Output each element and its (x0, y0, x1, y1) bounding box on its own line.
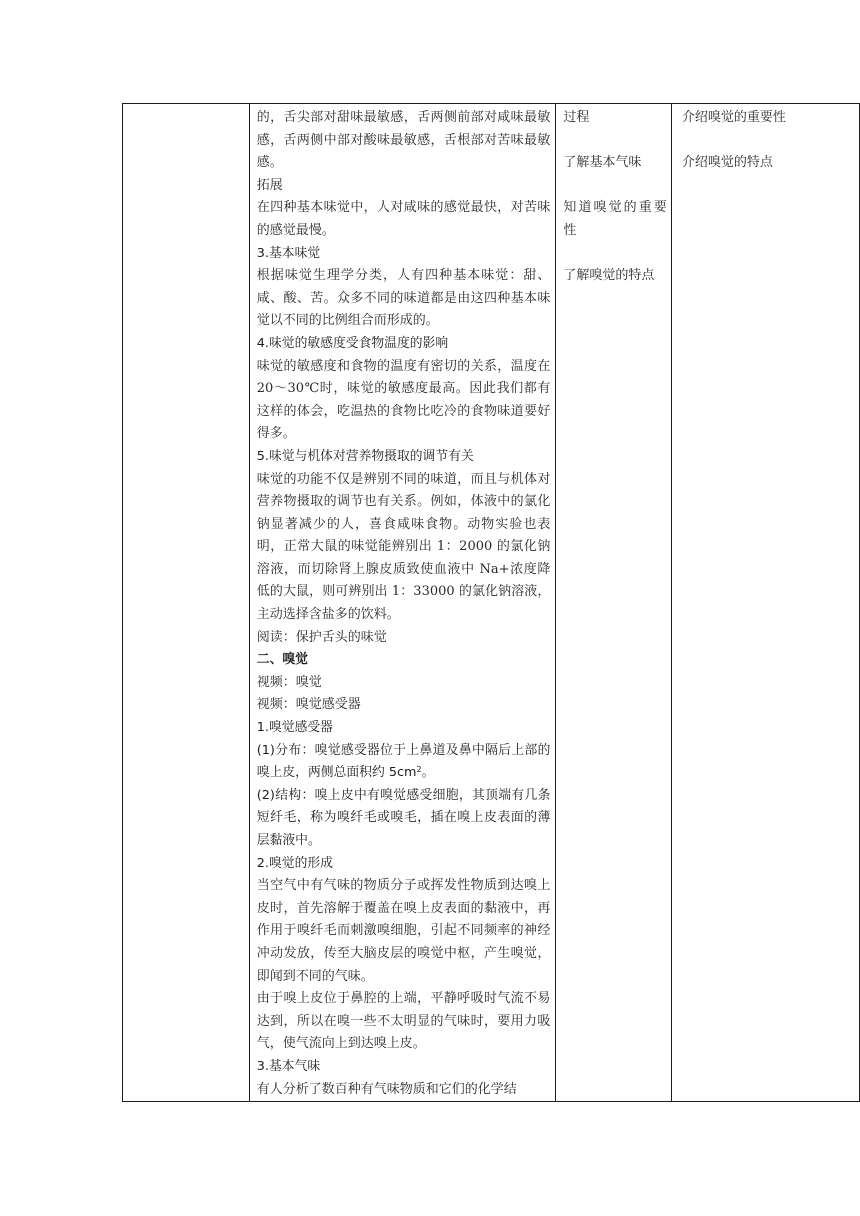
intent-smell-traits: 介绍嗅觉的特点 (681, 155, 773, 171)
nutrition-paragraph: 味觉的功能不仅是辨别不同的味道，而且与机体对营养物摄取的调节也有关系。例如，体液中的氯化钠显著减少的人，喜食咸味食物。动物实验也表明，正常大鼠的味觉能辨别出 1：2000 的氯化钠溶液，而切除肾上腺皮质致使血液中 Na+浓度降低的大鼠，则可辨别出 1：33000 的氯化钠溶液，主动选择含盐多的饮料。 (256, 471, 551, 623)
heading-smell-formation: 2.嗅觉的形成 (256, 855, 333, 871)
objective-basic-odor: 了解基本气味 (563, 155, 642, 171)
objective-smell-importance: 知道嗅觉的重要性 (563, 200, 667, 238)
temperature-paragraph: 味觉的敏感度和食物的温度有密切的关系，温度在 20～30℃时，味觉的敏感度最高。因此我们都有这样的体会，吃温热的食物比吃冷的食物味道要好得多。 (256, 358, 551, 442)
objective-smell-traits: 了解嗅觉的特点 (563, 268, 655, 284)
basic-taste-paragraph: 根据味觉生理学分类，人有四种基本味觉：甜、咸、酸、苦。众多不同的味道都是由这四种基本味觉以不同的比例组合而形成的。 (256, 268, 551, 329)
content-column-cell (249, 104, 556, 1102)
superscript-two: 2 (416, 765, 422, 775)
smell-formation-paragraph: 当空气中有气味的物质分子或挥发性物质到达嗅上皮时，首先溶解于覆盖在嗅上皮表面的黏液中，再作用于嗅纤毛而刺激嗅细胞，引起不同频率的神经冲动发放，传至大脑皮层的嗅觉中枢，产生嗅觉，即闻到不同的气味。 (256, 878, 551, 984)
stage-column-cell (123, 104, 250, 1102)
taste-sensitivity-paragraph: 的，舌尖部对甜味最敏感，舌两侧前部对咸味最敏感，舌两侧中部对酸味最敏感，舌根部对苦味最敏感。 (256, 110, 551, 171)
heading-smell-receptor: 1.嗅觉感受器 (256, 720, 333, 736)
receptor-structure: (2)结构：嗅上皮中有嗅觉感受细胞，其顶端有几条短纤毛，称为嗅纤毛或嗅毛，插在嗅上皮表面的薄层黏液中。 (256, 787, 551, 848)
expand-label: 拓展 (256, 177, 283, 193)
receptor-distribution-end: 。 (421, 765, 435, 781)
lesson-plan-table (122, 103, 860, 1102)
objective-process: 过程 (563, 110, 590, 125)
heading-basic-odor: 3.基本气味 (256, 1058, 321, 1074)
table-row (123, 104, 860, 1102)
heading-nutrition: 5.味觉与机体对营养物摄取的调节有关 (256, 448, 474, 464)
receptor-distribution-text: (1)分布：嗅觉感受器位于上鼻道及鼻中隔后上部的嗅上皮，两侧总面积约 5cm (256, 742, 551, 781)
intent-smell-importance: 介绍嗅觉的重要性 (681, 110, 786, 125)
section-smell-heading: 二、嗅觉 (256, 652, 308, 668)
objective-column-cell (556, 104, 671, 1102)
receptor-distribution (257, 740, 551, 785)
video-smell-receptor: 视频：嗅觉感受器 (256, 697, 361, 713)
heading-temperature: 4.味觉的敏感度受食物温度的影响 (256, 335, 449, 351)
video-smell: 视频：嗅觉 (256, 674, 322, 690)
breathing-paragraph: 由于嗅上皮位于鼻腔的上端，平静呼吸时气流不易达到，所以在嗅一些不太明显的气味时，要用力吸气，使气流向上到达嗅上皮。 (256, 991, 551, 1052)
basic-odor-paragraph: 有人分析了数百种有气味物质和它们的化学结 (256, 1081, 517, 1097)
expand-paragraph: 在四种基本味觉中，人对咸味的感觉最快，对苦味的感觉最慢。 (256, 200, 551, 238)
intent-column-cell (671, 104, 859, 1102)
reading-note: 阅读：保护舌头的味觉 (256, 629, 387, 645)
heading-basic-taste: 3.基本味觉 (256, 245, 321, 261)
